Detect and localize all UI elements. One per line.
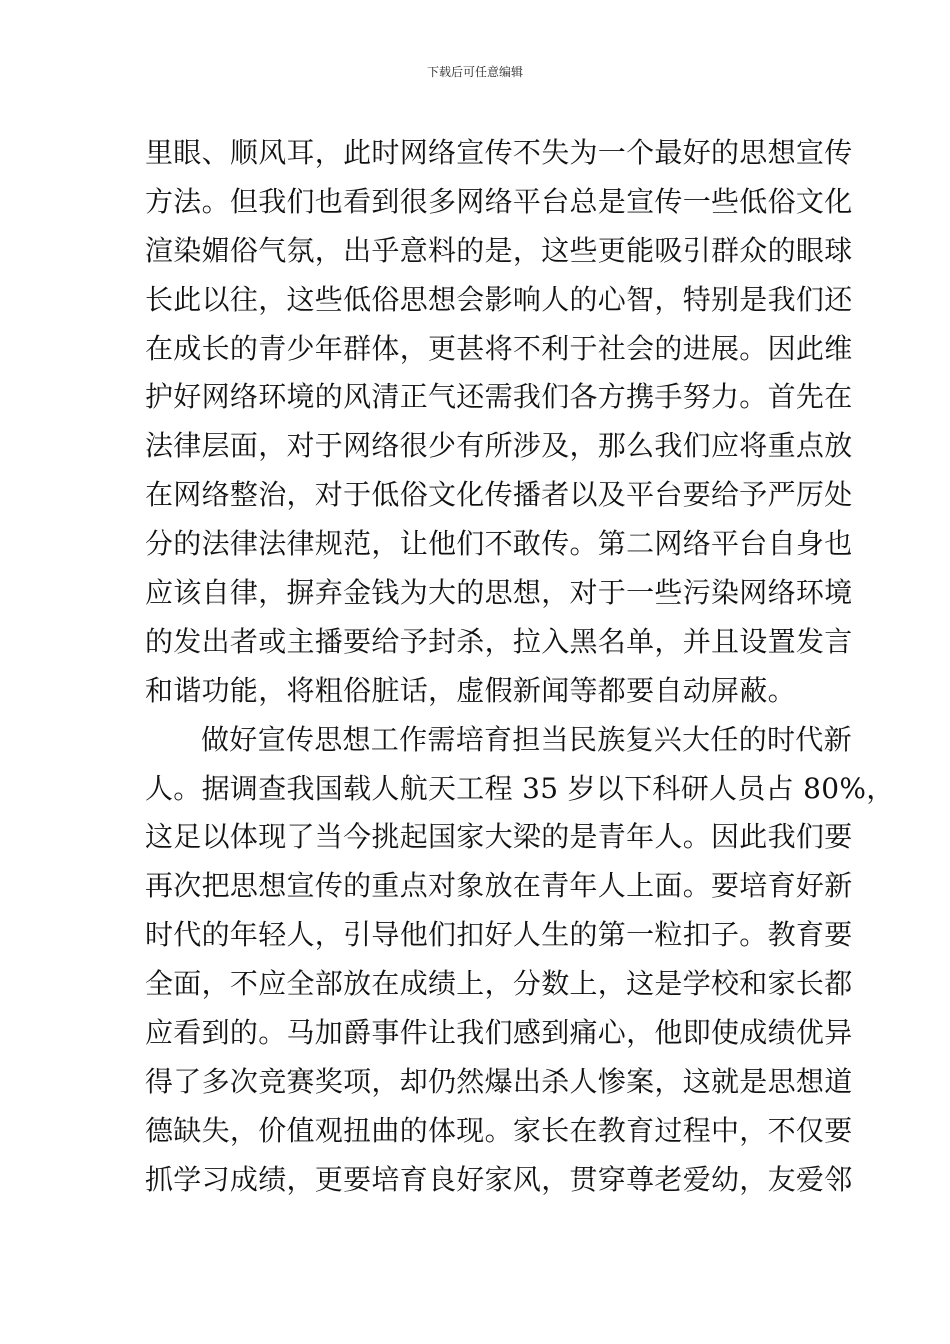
text-line: 和谐功能，将粗俗脏话，虚假新闻等都要自动屏蔽。 bbox=[145, 673, 796, 707]
text-line: 长此以往，这些低俗思想会影响人的心智，特别是我们还 bbox=[145, 282, 853, 316]
text-line: 德缺失，价值观扭曲的体现。家长在教育过程中，不仅要 bbox=[145, 1113, 853, 1147]
text-line: 的发出者或主播要给予封杀，拉入黑名单，并且设置发言 bbox=[145, 624, 853, 658]
text-line: 抓学习成绩，更要培育良好家风，贯穿尊老爱幼，友爱邻 bbox=[145, 1162, 853, 1196]
text-line: 分的法律法律规范，让他们不敢传。第二网络平台自身也 bbox=[145, 527, 853, 561]
text-line: 得了多次竞赛奖项，却仍然爆出杀人惨案，这就是思想道 bbox=[145, 1064, 853, 1098]
text-line: 这足以体现了当今挑起国家大梁的是青年人。因此我们要 bbox=[145, 820, 853, 854]
text-line: 渲染媚俗气氛，出乎意料的是，这些更能吸引群众的眼球 bbox=[145, 233, 853, 267]
text-line: 方法。但我们也看到很多网络平台总是宣传一些低俗文化 bbox=[145, 184, 853, 218]
text-line: 法律层面，对于网络很少有所涉及，那么我们应将重点放 bbox=[145, 429, 853, 463]
text-line: 应该自律，摒弃金钱为大的思想，对于一些污染网络环境 bbox=[145, 576, 853, 610]
paragraph-start-line: 做好宣传思想工作需培育担当民族复兴大任的时代新 bbox=[201, 722, 852, 756]
text-line: 再次把思想宣传的重点对象放在青年人上面。要培育好新 bbox=[145, 869, 853, 903]
text-line: 全面，不应全部放在成绩上，分数上，这是学校和家长都 bbox=[145, 967, 853, 1001]
document-body bbox=[145, 129, 895, 1205]
page-header: 下载后可任意编辑 bbox=[426, 65, 523, 79]
text-line: 里眼、顺风耳，此时网络宣传不失为一个最好的思想宣传 bbox=[145, 136, 853, 169]
text-line: 在成长的青少年群体，更甚将不利于社会的进展。因此维 bbox=[145, 331, 853, 365]
text-line: 时代的年轻人，引导他们扣好人生的第一粒扣子。教育要 bbox=[145, 918, 853, 952]
text-line: 在网络整治，对于低俗文化传播者以及平台要给予严厉处 bbox=[145, 478, 853, 512]
text-line: 应看到的。马加爵事件让我们感到痛心，他即使成绩优异 bbox=[145, 1016, 853, 1050]
text-line: 护好网络环境的风清正气还需我们各方携手努力。首先在 bbox=[145, 380, 853, 414]
text-line: 人。据调查我国载人航天工程 35 岁以下科研人员占 80%， bbox=[145, 771, 895, 805]
